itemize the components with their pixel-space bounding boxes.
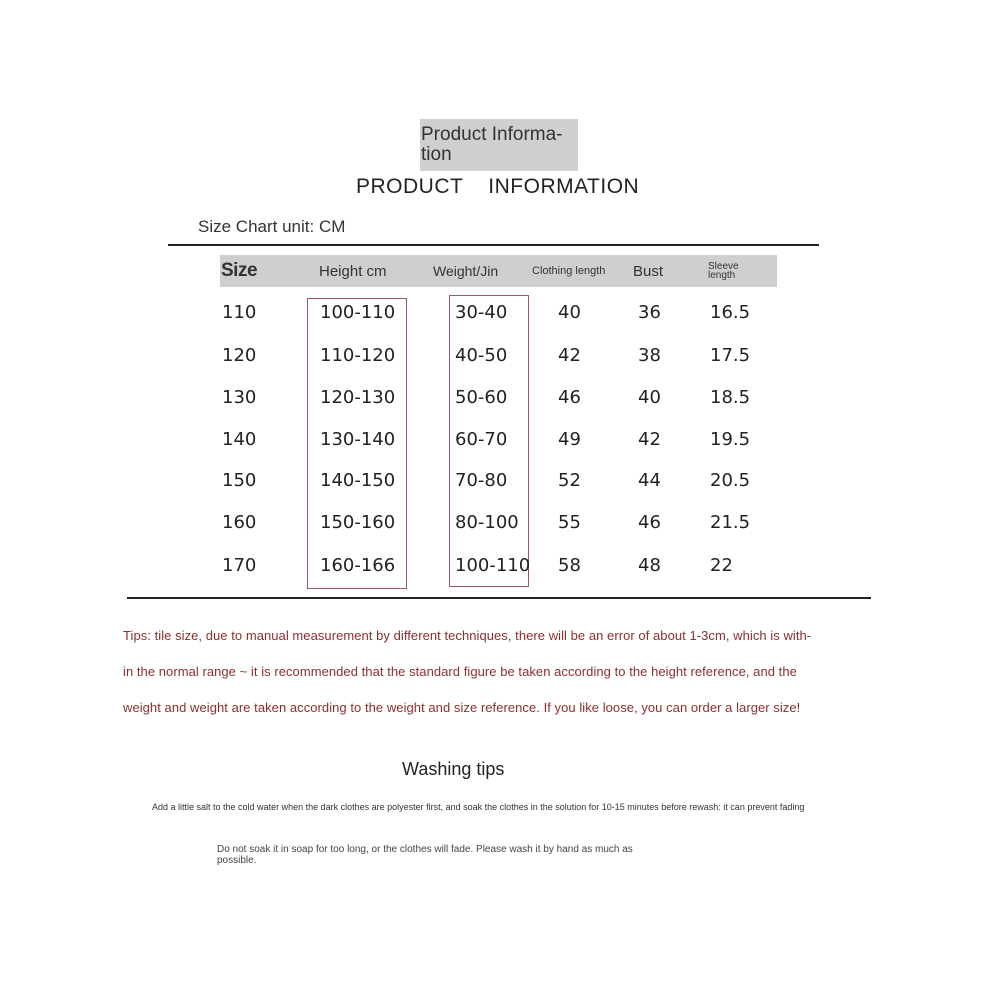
cell-bust: 48	[638, 555, 661, 576]
cell-bust: 46	[638, 512, 661, 533]
cell-sleeve-length: 20.5	[710, 470, 751, 491]
cell-clothing-length: 52	[558, 470, 581, 491]
cell-size: 150	[222, 470, 257, 491]
cell-sleeve-length: 19.5	[710, 429, 751, 450]
washing-tips-title: Washing tips	[402, 759, 505, 779]
weight-column-frame	[449, 295, 529, 587]
cell-sleeve-length: 22	[710, 555, 733, 576]
header-bust: Bust	[633, 262, 664, 280]
height-column-frame	[307, 298, 407, 589]
cell-weight: 50-60	[455, 387, 508, 408]
cell-weight: 30-40	[455, 302, 508, 323]
cell-clothing-length: 40	[558, 302, 581, 323]
cell-weight: 70-80	[455, 470, 508, 491]
cell-size: 120	[222, 345, 257, 366]
cell-height: 150-160	[320, 512, 396, 533]
cell-clothing-length: 46	[558, 387, 581, 408]
header-sleeve-length: Sleeve length	[708, 261, 739, 281]
cell-height: 100-110	[320, 302, 396, 323]
cell-weight: 40-50	[455, 345, 508, 366]
header-weight: Weight/Jin	[433, 263, 499, 279]
cell-bust: 40	[638, 387, 661, 408]
cell-size: 170	[222, 555, 257, 576]
cell-size: 140	[222, 429, 257, 450]
cell-clothing-length: 55	[558, 512, 581, 533]
cell-sleeve-length: 18.5	[710, 387, 751, 408]
header-size: Size	[221, 260, 258, 281]
cell-weight: 80-100	[455, 512, 519, 533]
tips-line: in the normal range ~ it is recommended that the standard figure be taken according to the height reference, and the	[123, 664, 797, 679]
cell-sleeve-length: 17.5	[710, 345, 751, 366]
cell-height: 130-140	[320, 429, 396, 450]
cell-height: 140-150	[320, 470, 396, 491]
cell-clothing-length: 58	[558, 555, 581, 576]
header-height: Height cm	[319, 262, 387, 280]
cell-height: 120-130	[320, 387, 396, 408]
cell-size: 110	[222, 302, 257, 323]
tips-line: Tips: tile size, due to manual measurement by different techniques, there will be an error of about 1-3cm, which is with-	[123, 628, 812, 643]
product-information-subtitle: PRODUCT INFORMATION	[356, 175, 640, 198]
cell-bust: 38	[638, 345, 661, 366]
cell-height: 110-120	[320, 345, 396, 366]
cell-clothing-length: 42	[558, 345, 581, 366]
cell-weight: 60-70	[455, 429, 508, 450]
table-bottom-rule	[127, 597, 871, 599]
cell-height: 160-166	[320, 555, 396, 576]
washing-tip: Do not soak it in soap for too long, or the clothes will fade. Please wash it by hand as much as possible.	[217, 844, 633, 866]
tips-line: weight and weight are taken according to the weight and size reference. If you like loose, you can order a larger size!	[123, 700, 801, 715]
cell-bust: 44	[638, 470, 661, 491]
table-header	[220, 255, 777, 287]
cell-size: 130	[222, 387, 257, 408]
cell-sleeve-length: 21.5	[710, 512, 751, 533]
cell-bust: 36	[638, 302, 661, 323]
product-information-title: Product Informa- tion	[420, 119, 578, 171]
cell-size: 160	[222, 512, 257, 533]
header-clothing-length: Clothing length	[532, 265, 606, 277]
cell-bust: 42	[638, 429, 661, 450]
washing-tip: Add a little salt to the cold water when the dark clothes are polyester first, and soak the clothes in the solution for 10-15 minutes before rewash: it can prevent fading	[152, 802, 805, 812]
cell-clothing-length: 49	[558, 429, 581, 450]
table-top-rule	[168, 244, 819, 246]
cell-sleeve-length: 16.5	[710, 302, 751, 323]
size-chart-unit-label: Size Chart unit: CM	[198, 217, 346, 236]
cell-weight: 100-110	[455, 555, 531, 576]
